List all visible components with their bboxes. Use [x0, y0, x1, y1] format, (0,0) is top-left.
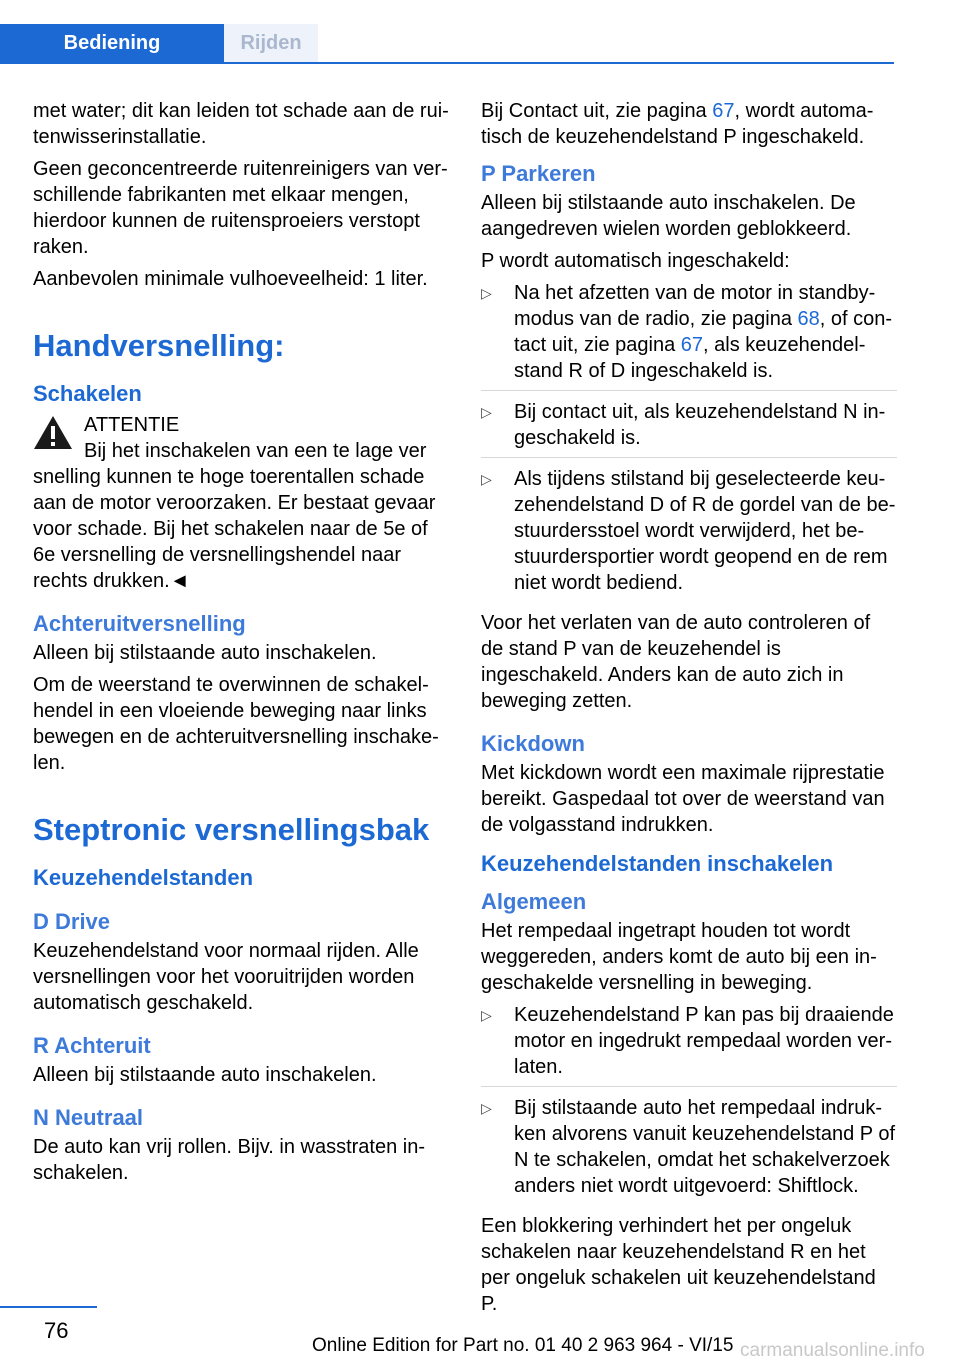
bullet-list [481, 280, 897, 602]
page-link[interactable]: 67 [680, 334, 704, 356]
paragraph: Alleen bij stilstaande auto inschakelen. [33, 1064, 377, 1086]
text: , als keuzehendelstand R of D ingeschakeld is. [514, 334, 866, 382]
paragraph: Alleen bij stilstaande auto inschakelen. [33, 642, 377, 664]
text: Bij Contact uit, zie pagina [481, 100, 713, 122]
paragraph: Met kickdown wordt een maximale rijprestatie bereikt. Gaspedaal tot over de weerstand van de volgasstand indrukken. [481, 762, 885, 836]
heading-keuzehendelstanden: Keuzehendelstanden [33, 865, 254, 890]
triangle-bullet-icon: ▷ [481, 471, 492, 487]
paragraph: P wordt automatisch ingeschakeld: [481, 250, 790, 272]
chapter-tabbar [0, 24, 894, 64]
text: , wordt automatisch de keuzehendelstand P ingeschakeld. [481, 100, 874, 148]
warning-text: snelling kunnen te hoge toerentallen schade aan de motor veroorzaken. Er bestaat gevaar voor schade. Bij het schakelen naar de 5e of 6e versnelling de versnellingshendel naar rechts drukken.◄ [33, 466, 436, 592]
heading-keuzehendelstanden-inschakelen: Keuzehendelstanden inschakelen [481, 851, 834, 876]
heading-p-parkeren: P Parkeren [481, 161, 596, 186]
triangle-bullet-icon: ▷ [481, 1100, 492, 1116]
heading-handversnelling: Handversnelling: [33, 328, 285, 363]
paragraph: De auto kan vrij rollen. Bijv. in wasstraten inschakelen. [33, 1136, 426, 1184]
page-number: 76 [44, 1318, 69, 1343]
paragraph: Geen geconcentreerde ruitenreinigers van verschillende fabrikanten met elkaar mengen, hierdoor kunnen de ruitensproeiers verstopt raken. [33, 158, 448, 258]
heading-d-drive: D Drive [33, 909, 111, 934]
triangle-bullet-icon: ▷ [481, 285, 492, 301]
bullet-list [481, 1002, 897, 1205]
list-item [481, 1095, 897, 1205]
watermark: carmanualsonline.info [740, 1340, 925, 1361]
list-item [481, 280, 897, 391]
text: Na het afzetten van de motor in standbymodus van de radio, zie pagina [514, 282, 876, 330]
text: Bij contact uit, als keuzehendelstand N ingeschakeld is. [514, 401, 886, 449]
left-column [33, 98, 451, 1192]
heading-steptronic: Steptronic versnellingsbak [33, 812, 430, 847]
right-column [481, 98, 897, 1323]
paragraph: Keuzehendelstand voor normaal rijden. Alle versnellingen voor het vooruitrijden worden automatisch geschakeld. [33, 940, 419, 1014]
text: Keuzehendelstand P kan pas bij draaiende motor en ingedrukt rempedaal worden verlaten. [514, 1004, 894, 1078]
paragraph [481, 98, 897, 150]
heading-schakelen: Schakelen [33, 381, 142, 406]
tab-bediening[interactable]: Bediening [0, 24, 224, 62]
paragraph: Een blokkering verhindert het per ongeluk schakelen naar keuzehendelstand R en het per ongeluk schakelen uit keuzehendelstand P. [481, 1215, 876, 1315]
heading-achteruitversnelling: Achteruitversnelling [33, 611, 246, 636]
heading-r-achteruit: R Achteruit [33, 1033, 151, 1058]
page-link[interactable]: 68 [797, 308, 820, 330]
warning-triangle-icon [33, 414, 73, 450]
triangle-bullet-icon: ▷ [481, 404, 492, 420]
list-item [481, 399, 897, 458]
paragraph: Voor het verlaten van de auto controleren of de stand P van de keuzehendel is ingeschakeld. Anders kan de auto zich in beweging zetten. [481, 612, 871, 712]
tab-rijden[interactable]: Rijden [224, 24, 318, 62]
triangle-bullet-icon: ▷ [481, 1007, 492, 1023]
paragraph: Het rempedaal ingetrapt houden tot wordt weggereden, anders komt de auto bij een ingeschakelde versnelling in beweging. [481, 920, 877, 994]
paragraph: Aanbevolen minimale vulhoeveelheid: 1 liter. [33, 268, 428, 290]
footer-divider [0, 1306, 97, 1308]
heading-n-neutraal: N Neutraal [33, 1105, 144, 1130]
list-item [481, 1002, 897, 1087]
text: Als tijdens stilstand bij geselecteerde keuzehendelstand D of R de gordel van de bestuurdersstoel wordt verwijderd, het bestuurdersportier wordt geopend en de rem niet wordt bediend. [514, 468, 896, 594]
text: Bij stilstaande auto het rempedaal indrukken alvorens vanuit keuzehendelstand P of N te schakelen, omdat het schakelverzoek anders niet wordt uitgevoerd: Shiftlock. [514, 1097, 896, 1197]
paragraph: Alleen bij stilstaande auto inschakelen. De aangedreven wielen worden geblokkeerd. [481, 192, 856, 240]
heading-kickdown: Kickdown [481, 731, 585, 756]
text: , of contact uit, zie pagina [514, 308, 893, 356]
edition-text: Online Edition for Part no. 01 40 2 963 964 - VI/15 [312, 1335, 734, 1356]
list-item [481, 466, 897, 602]
paragraph: met water; dit kan leiden tot schade aan de ruitenwisserinstallatie. [33, 100, 449, 148]
warning-text-first-line: Bij het inschakelen van een te lage ver [84, 440, 427, 462]
warning-title: ATTENTIE [84, 414, 180, 436]
page-link[interactable]: 67 [712, 100, 735, 122]
warning-block [33, 412, 451, 594]
paragraph: Om de weerstand te overwinnen de schakelhendel in een vloeiende beweging naar links bewegen en de achteruitversnelling inschakelen. [33, 674, 439, 774]
heading-algemeen: Algemeen [481, 889, 587, 914]
